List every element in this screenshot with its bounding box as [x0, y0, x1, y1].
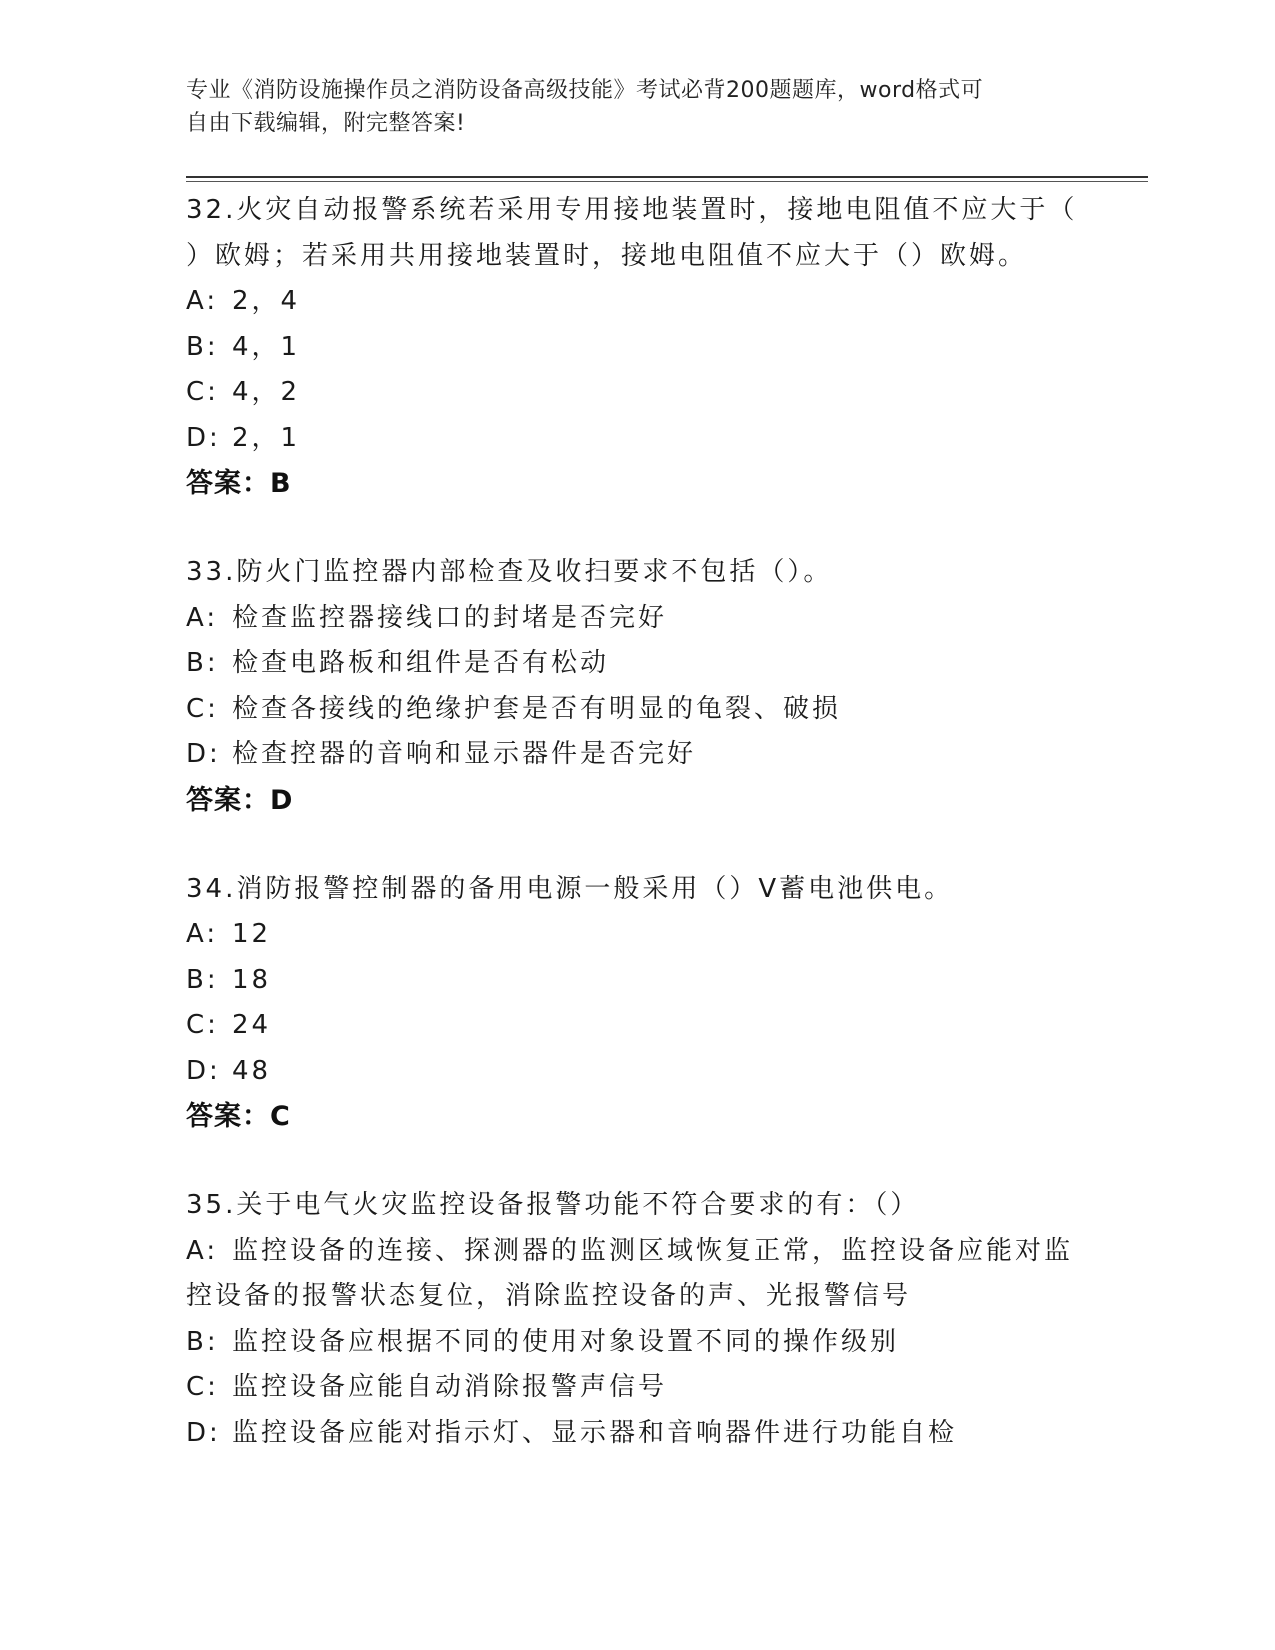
answer-label: 答案：B — [186, 468, 292, 499]
option-key: A: — [186, 602, 219, 633]
header-divider-thin — [186, 181, 1148, 182]
option-text: 检查各接线的绝缘护套是否有明显的龟裂、破损 — [232, 693, 842, 724]
option-key: C: — [186, 693, 219, 724]
option-a — [186, 912, 1086, 958]
question-32 — [186, 188, 1086, 506]
question-list — [186, 188, 1086, 1456]
answer-label: 答案：C — [186, 1101, 291, 1132]
option-text: 4，2 — [232, 377, 301, 407]
option-d — [186, 1411, 1086, 1457]
option-key: D: — [186, 422, 221, 453]
option-text: 18 — [232, 964, 272, 995]
option-b — [186, 1320, 1086, 1366]
question-spacer — [186, 1139, 1086, 1183]
option-b — [186, 641, 1086, 687]
option-a — [186, 279, 1086, 325]
question-35 — [186, 1183, 1086, 1456]
option-key: D: — [186, 739, 221, 769]
option-key: C: — [186, 1010, 219, 1040]
option-c — [186, 370, 1086, 416]
option-text: 监控设备的连接、探测器的监测区域恢复正常，监控设备应能对监 — [232, 1235, 1074, 1266]
header-divider-thick — [186, 176, 1148, 178]
option-text: 检查电路板和组件是否有松动 — [232, 648, 610, 678]
option-key: C: — [186, 377, 219, 407]
question-spacer — [186, 506, 1086, 550]
option-b — [186, 958, 1086, 1004]
option-key: A: — [186, 919, 219, 949]
header-line-1: 专业《消防设施操作员之消防设备高级技能》考试必背200题题库，word格式可 — [186, 78, 984, 103]
option-key: B: — [186, 648, 219, 678]
question-stem-line: ）欧姆；若采用共用接地装置时，接地电阻值不应大于（）欧姆。 — [186, 240, 1028, 271]
answer-label: 答案：D — [186, 784, 294, 816]
option-text: 监控设备应根据不同的使用对象设置不同的操作级别 — [232, 1326, 900, 1357]
option-c — [186, 1365, 1086, 1411]
option-c — [186, 687, 1086, 733]
option-a — [186, 1229, 1086, 1275]
option-text: 监控设备应能对指示灯、显示器和音响器件进行功能自检 — [232, 1417, 958, 1448]
option-key: D: — [186, 1055, 221, 1086]
question-stem-line: 33.防火门监控器内部检查及收扫要求不包括（）。 — [186, 557, 833, 587]
option-text: 监控设备应能自动消除报警声信号 — [232, 1372, 668, 1402]
option-text: 检查控器的音响和显示器件是否完好 — [232, 739, 697, 769]
question-stem-line: 35.关于电气火灾监控设备报警功能不符合要求的有：（） — [186, 1190, 920, 1220]
question-spacer — [186, 823, 1086, 867]
option-text: 24 — [232, 1010, 272, 1040]
question-33 — [186, 550, 1086, 823]
option-key: B: — [186, 1326, 219, 1357]
option-a-continuation: 控设备的报警状态复位，消除监控设备的声、光报警信号 — [186, 1281, 912, 1311]
option-a — [186, 596, 1086, 642]
option-text: 检查监控器接线口的封堵是否完好 — [232, 602, 668, 633]
option-text: 2，1 — [232, 422, 301, 453]
option-text: 12 — [232, 919, 272, 949]
option-text: 48 — [232, 1055, 272, 1086]
header-line-2: 自由下载编辑，附完整答案! — [186, 111, 466, 136]
option-key: D: — [186, 1417, 221, 1448]
option-key: B: — [186, 331, 219, 362]
option-b — [186, 325, 1086, 371]
option-key: B: — [186, 964, 219, 995]
option-c — [186, 1003, 1086, 1049]
option-d — [186, 732, 1086, 778]
document-header — [186, 74, 1066, 140]
option-text: 4，1 — [232, 331, 301, 362]
question-34 — [186, 867, 1086, 1140]
question-stem-line: 32.火灾自动报警系统若采用专用接地装置时，接地电阻值不应大于（ — [186, 195, 1078, 225]
option-key: A: — [186, 286, 219, 316]
option-key: A: — [186, 1235, 219, 1266]
question-stem-line: 34.消防报警控制器的备用电源一般采用（）V蓄电池供电。 — [186, 873, 954, 904]
option-text: 2，4 — [232, 286, 301, 316]
option-key: C: — [186, 1372, 219, 1402]
option-d — [186, 416, 1086, 462]
option-d — [186, 1049, 1086, 1095]
